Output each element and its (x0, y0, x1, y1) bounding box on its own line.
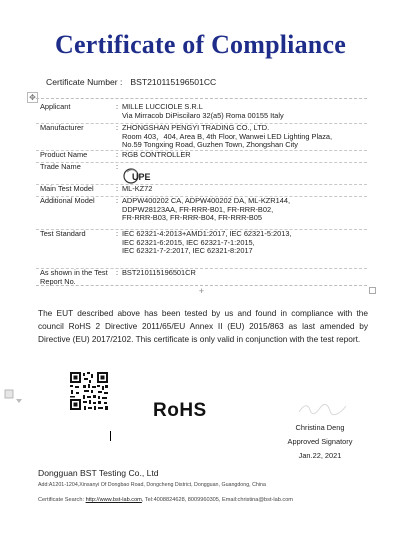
contact-details: , Tel:4008824628, 8009960305, Email:christina@bst-lab.com (141, 497, 293, 503)
table-row-colon: : (116, 123, 119, 132)
table-row-label: As shown in the Test Report No. (40, 268, 108, 286)
table-row-colon: : (116, 196, 119, 205)
table-move-handle-icon[interactable]: ✥ (27, 92, 38, 103)
certificate-number-value: BST210115196501CC (130, 77, 217, 87)
table-row-value: No.59 Tongxing Road, Guzhen Town, Zhongshan City (122, 140, 298, 150)
table-row-test-standard (36, 229, 367, 269)
table-row-colon: : (116, 102, 119, 111)
text-cursor (110, 431, 111, 441)
table-resize-handle-icon[interactable] (369, 287, 376, 294)
certificate-search-link[interactable]: http://www.bst-lab.com (85, 497, 142, 503)
table-row-label: Applicant (40, 102, 71, 111)
trade-name-logo-text: UPE (132, 172, 151, 182)
table-row-manufacturer (36, 123, 367, 151)
table-row-value: BST210115196501CR (122, 268, 196, 277)
certificate-number-line (46, 77, 216, 87)
company-name: Dongguan BST Testing Co., Ltd (38, 468, 159, 478)
document-side-icon[interactable] (4, 389, 14, 399)
table-row-label: Main Test Model (40, 184, 94, 193)
qr-code-icon (69, 371, 109, 411)
table-row-applicant (36, 102, 367, 124)
sign-date: Jan.22, 2021 (298, 451, 342, 460)
table-row-colon: : (116, 184, 119, 193)
table-row-value: FR-RRR-B03, FR-RRR-B04, FR-RRR-B05 (122, 213, 263, 223)
table-row-value: IEC 62321-6:2015, IEC 62321-7-1:2015, (122, 237, 255, 247)
signer-name: Christina Deng (295, 423, 345, 432)
certificate-title: Certificate of Compliance (55, 30, 346, 59)
certificate-number-label: Certificate Number : (46, 77, 123, 87)
table-row-value: Via Mirracob DiPiscilaro 32(a5) Roma 00155 Italy (122, 110, 284, 120)
table-row-label: Test Standard (40, 229, 86, 238)
table-row-colon: : (116, 150, 119, 159)
signer-title: Approved Signatory (287, 437, 353, 446)
table-row-value: MILLE LUCCIOLE S.R.L (122, 102, 203, 111)
certificate-search-label: Certificate Search: (38, 497, 85, 503)
table-row-value: ML-KZ72 (122, 184, 153, 193)
table-row-trade-name (36, 162, 367, 185)
rohs-logo: RoHS (153, 400, 207, 421)
table-row-as-shown-in-the-test-report-no (36, 268, 367, 285)
table-row-label: Product Name (40, 150, 88, 159)
table-row-value: Room 403，404, Area B, 4th Floor, Wanwei LED Lighting Plaza, (122, 131, 333, 141)
table-row-additional-model (36, 196, 367, 230)
certificate-table (36, 98, 367, 286)
table-row-value: IEC 62321-4:2013+AMD1:2017, IEC 62321-5:2013, (122, 229, 292, 238)
trade-name-logo (122, 164, 162, 186)
table-row-value: DDPW28123AA, FR-RRR-B01, FR-RRR-B02, (122, 204, 274, 214)
side-dropdown-arrow-icon[interactable] (16, 398, 22, 404)
table-row-value: IEC 62321-7-2:2017, IEC 62321-8:2017 (122, 246, 253, 256)
table-add-row-icon[interactable]: + (198, 286, 205, 296)
table-row-colon: : (116, 162, 119, 171)
table-row-label: Additional Model (40, 196, 95, 205)
table-row-value: RGB CONTROLLER (122, 150, 191, 159)
table-row-label: Manufacturer (40, 123, 84, 132)
signature-image (296, 400, 356, 418)
table-row-colon: : (116, 229, 119, 238)
table-row-label: Trade Name (40, 162, 81, 171)
table-row-colon: : (116, 268, 119, 277)
contact-line (38, 497, 293, 503)
compliance-statement: The EUT described above has been tested by us and found in compliance with the council RoHS 2 Directive 2011/65/EU Annex II (EU) 2015/863 as last amended by Directive (EU) 2017/2102. This certificate is only valid in conjunction with the test report. (38, 308, 368, 345)
table-row-value: ZHONGSHAN PENGYI TRADING CO., LTD. (122, 123, 270, 132)
company-address: Add:A1201-1204,Xinsanyi Of Dongbao Road, Dongcheng District, Dongguan, Guangdong, China (38, 482, 266, 488)
table-row-value: ADPW400202 CA, ADPW400202 DA, ML-KZR144, (122, 196, 291, 205)
